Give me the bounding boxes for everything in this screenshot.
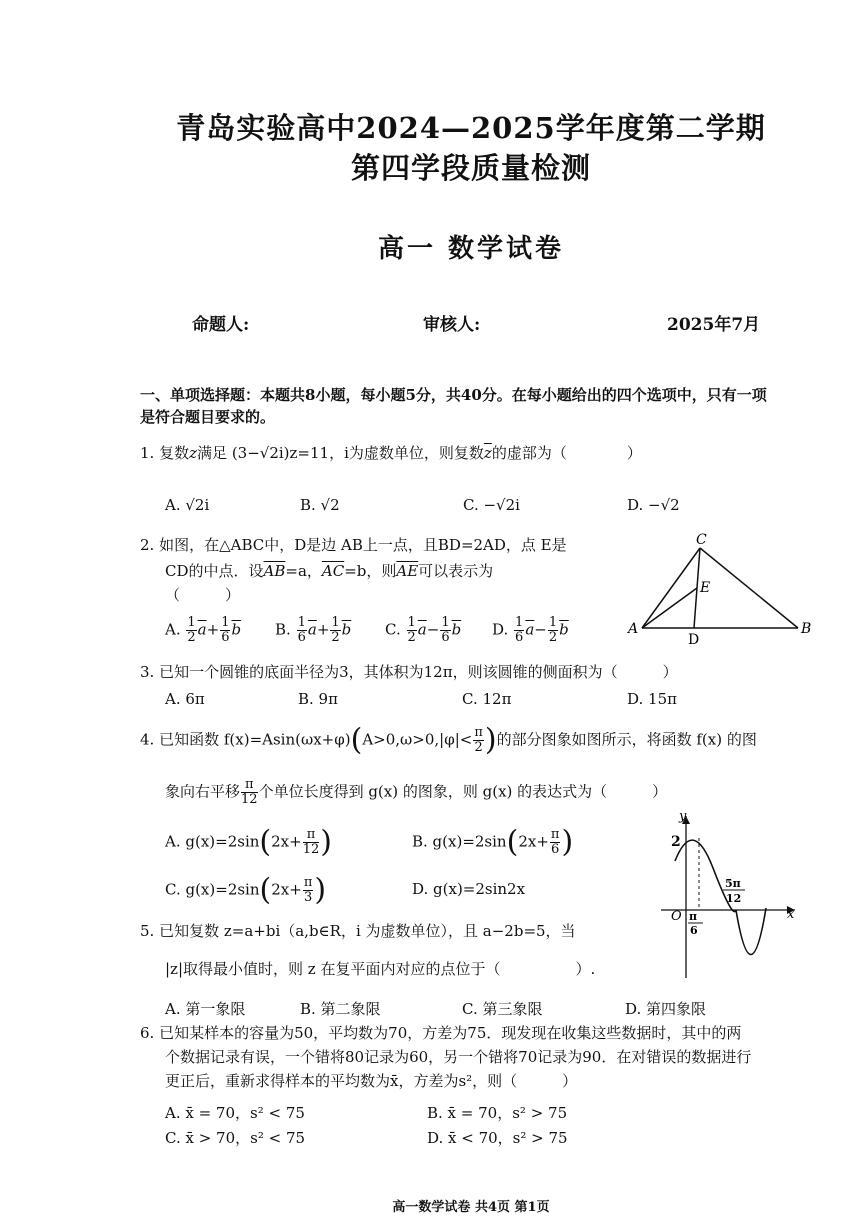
vector-b: $\overline{b}$ — [559, 620, 569, 639]
numerator: 1 — [407, 615, 416, 630]
denominator: 3 — [303, 890, 313, 905]
option-letter: B. — [275, 620, 291, 639]
vector-ac: $\overline{AC}$ — [321, 562, 345, 580]
q2-option-c — [385, 616, 461, 645]
title-line2: 第四学段质量检测 — [350, 151, 591, 185]
numerator: 1 — [187, 615, 196, 630]
sine-graph-figure — [655, 810, 805, 980]
left-paren: ( — [350, 722, 363, 758]
denominator: 6 — [221, 630, 230, 645]
q1-text-b: 满足 — [197, 444, 228, 462]
five-pi-over-12-numerator: 5π — [725, 877, 741, 890]
q5-option-d: D. 第四象限 — [625, 1000, 707, 1018]
numerator: π — [474, 725, 483, 740]
fraction — [407, 616, 417, 645]
fraction — [514, 616, 524, 645]
denominator: 6 — [297, 630, 306, 645]
question-number: 5. — [140, 922, 155, 940]
label-e: E — [700, 580, 711, 596]
denominator: 2 — [474, 740, 483, 755]
q2-option-b — [275, 616, 351, 645]
fraction — [303, 828, 320, 857]
q2-line2-c: =b，则 — [344, 562, 397, 580]
option-letter: D. — [492, 620, 509, 639]
side-ac — [642, 548, 700, 628]
denominator: 2 — [407, 630, 416, 645]
plus-sign: + — [206, 620, 220, 639]
q6-option-c: C. x̄ > 70，s² < 75 — [165, 1129, 306, 1147]
question-2-line1 — [140, 534, 567, 556]
q1-option-d: D. −√2 — [627, 496, 680, 514]
q6-text-line1: 已知某样本的容量为50，平均数为70，方差为75．现发现在收集这些数据时，其中的两 — [159, 1024, 742, 1042]
numerator: 1 — [548, 615, 558, 630]
author-label: 命题人: — [192, 315, 250, 335]
q1-text-a: 复数 — [159, 444, 190, 462]
sine-curve — [675, 840, 766, 954]
numerator: 1 — [297, 615, 306, 630]
section-heading-line2: 是符合题目要求的。 — [140, 408, 276, 426]
left-paren: ( — [259, 824, 272, 860]
q1-option-c: C. −√2i — [463, 496, 520, 514]
q1-expression: (3−√2i)z=11 — [231, 444, 330, 462]
q3-option-b: B. 9π — [298, 690, 338, 708]
q4-text-a: 已知函数 f(x)=Asin(ωx+φ) — [159, 730, 351, 749]
denominator: 6 — [551, 842, 560, 857]
q6-option-a: A. x̄ = 70，s² < 75 — [165, 1104, 305, 1122]
fraction — [303, 876, 314, 905]
side-cb — [700, 548, 798, 628]
vector-ae: $\overline{AE}$ — [396, 562, 419, 580]
right-paren: ) — [314, 872, 327, 908]
question-4-line2 — [165, 778, 667, 807]
q4-line2-b: 个单位长度得到 g(x) 的图象，则 g(x) 的表达式为（ ） — [258, 782, 668, 801]
reviewer-label: 审核人: — [423, 315, 481, 335]
denominator: 2 — [548, 630, 558, 645]
q1-var-z: z — [189, 444, 198, 462]
section-heading-line1: 一、单项选择题：本题共8小题，每小题5分，共40分。在每小题给出的四个选项中，只有一项 — [140, 386, 767, 404]
segment-ae — [642, 588, 697, 628]
numerator: 1 — [221, 615, 230, 630]
page-footer: 高一数学试卷 共4页 第1页 — [392, 1200, 550, 1215]
fraction — [186, 616, 196, 645]
numerator: π — [303, 828, 320, 843]
q2-text-line1: 如图，在△ABC中，D是边 AB上一点，且BD=2AD，点 E是 — [159, 536, 567, 554]
fraction — [297, 616, 307, 645]
question-number: 2. — [140, 536, 155, 554]
y-axis-label: y — [679, 810, 687, 824]
q3-option-a: A. 6π — [165, 690, 205, 708]
minus-sign: − — [534, 620, 547, 639]
vector-a: $\overline{a}$ — [417, 620, 427, 639]
vector-a: $\overline{a}$ — [197, 620, 207, 639]
question-5-line1 — [140, 920, 576, 942]
numerator: π — [241, 778, 258, 793]
numerator: π — [303, 875, 313, 890]
triangle-figure — [620, 532, 820, 650]
q1-option-a: A. √2i — [165, 496, 210, 514]
q2-answer-paren: （ ） — [165, 586, 241, 604]
q6-option-b: B. x̄ = 70，s² > 75 — [427, 1104, 568, 1122]
vector-ab: $\overline{AB}$ — [263, 562, 286, 580]
q3-text: 已知一个圆锥的底面半径为3，其体积为12π，则该圆锥的侧面积为（ ） — [159, 663, 678, 681]
title-line1: 青岛实验高中2024—2025学年度第二学期 — [176, 111, 766, 145]
question-5-line2: |z|取得最小值时，则 z 在复平面内对应的点位于（ ）. — [165, 960, 596, 978]
numerator: 1 — [515, 615, 524, 630]
q4-line2-a: 象向右平移 — [165, 782, 241, 801]
numerator: 1 — [331, 615, 340, 630]
vector-a: $\overline{a}$ — [307, 620, 317, 639]
q1-text-c: ，i为虚数单位，则复数 — [329, 444, 484, 462]
fraction — [440, 616, 450, 645]
label-a: A — [628, 621, 639, 637]
numerator: π — [550, 827, 560, 842]
question-number: 6. — [140, 1024, 155, 1042]
option-inner: 2x+ — [271, 880, 302, 899]
vector-b: $\overline{b}$ — [341, 620, 352, 639]
q3-option-d: D. 15π — [627, 690, 677, 708]
denominator: 12 — [302, 842, 320, 857]
origin-label: O — [671, 909, 682, 924]
question-number: 4. — [140, 730, 155, 749]
q4-option-d: D. g(x)=2sin2x — [412, 880, 526, 898]
q4-condition: A>0,ω>0,|φ|< — [362, 730, 473, 749]
fraction — [330, 616, 340, 645]
q6-option-d: D. x̄ < 70，s² > 75 — [427, 1129, 568, 1147]
fraction — [550, 828, 561, 857]
five-pi-over-12-denominator: 12 — [726, 892, 742, 905]
q5-option-b: B. 第二象限 — [300, 1000, 381, 1018]
question-6-line1 — [140, 1022, 741, 1044]
vector-b: $\overline{b}$ — [231, 620, 242, 639]
q5-option-a: A. 第一象限 — [165, 1000, 246, 1018]
pi-over-6-numerator: π — [689, 910, 698, 923]
q5-text-line1: 已知复数 z=a+bi（a,b∈R，i 为虚数单位），且 a−2b=5，当 — [159, 922, 576, 940]
left-paren: ( — [259, 872, 272, 908]
q2-option-a — [165, 616, 241, 645]
question-3 — [140, 661, 678, 683]
question-1 — [140, 442, 642, 464]
denominator: 12 — [241, 792, 258, 807]
question-6-line2: 个数据记录有误，一个错将80记录为60，另一个错将70记录为90．在对错误的数据进行 — [165, 1048, 752, 1066]
q3-option-c: C. 12π — [462, 690, 512, 708]
minus-sign: − — [426, 620, 440, 639]
denominator: 6 — [441, 630, 450, 645]
vector-a: $\overline{a}$ — [525, 620, 535, 639]
pi-over-6-denominator: 6 — [690, 924, 698, 937]
question-number: 3. — [140, 663, 155, 681]
option-letter: A. — [165, 620, 181, 639]
q4-option-c — [165, 872, 327, 908]
q5-option-c: C. 第三象限 — [462, 1000, 543, 1018]
denominator: 2 — [187, 630, 196, 645]
subject-title: 高一 数学试卷 — [377, 234, 565, 264]
right-paren: ) — [320, 824, 332, 860]
q4-option-b — [412, 824, 574, 860]
label-c: C — [696, 532, 707, 548]
x-axis-label: x — [787, 907, 795, 922]
q2-line2-b: =a， — [285, 562, 322, 580]
fraction — [473, 726, 484, 755]
label-d: D — [688, 632, 700, 648]
fraction — [220, 616, 230, 645]
q1-option-b: B. √2 — [300, 496, 340, 514]
question-4-line1 — [140, 722, 757, 758]
q1-zbar: $\overline{z}$ — [483, 444, 492, 462]
q1-text-d: 的虚部为（ ） — [491, 444, 642, 462]
fraction — [241, 778, 258, 807]
option-prefix: A. g(x)=2sin — [165, 832, 260, 851]
plus-sign: + — [316, 620, 330, 639]
option-letter: C. — [385, 620, 401, 639]
left-paren: ( — [506, 824, 519, 860]
q2-line2-d: 可以表示为 — [418, 562, 494, 580]
label-b: B — [801, 621, 812, 637]
option-prefix: C. g(x)=2sin — [165, 880, 260, 899]
q2-line2-a: CD的中点．设 — [165, 562, 264, 580]
question-2-line2 — [165, 560, 493, 582]
right-paren: ) — [561, 824, 574, 860]
max-value-label: 2 — [671, 834, 681, 850]
option-inner: 2x+ — [271, 832, 302, 851]
denominator: 2 — [331, 630, 340, 645]
vector-b: $\overline{b}$ — [451, 620, 462, 639]
q2-option-d — [492, 616, 569, 645]
q4-option-a — [165, 824, 332, 860]
right-paren: ) — [484, 722, 497, 758]
denominator: 6 — [515, 630, 524, 645]
option-inner: 2x+ — [518, 832, 549, 851]
option-prefix: B. g(x)=2sin — [412, 832, 507, 851]
numerator: 1 — [441, 615, 450, 630]
question-number: 1. — [140, 444, 155, 462]
question-6-line3: 更正后，重新求得样本的平均数为x̄，方差为s²，则（ ） — [165, 1072, 578, 1090]
q4-text-b: 的部分图象如图所示，将函数 f(x) 的图 — [496, 730, 757, 749]
exam-date: 2025年7月 — [667, 315, 761, 335]
fraction — [548, 616, 558, 645]
